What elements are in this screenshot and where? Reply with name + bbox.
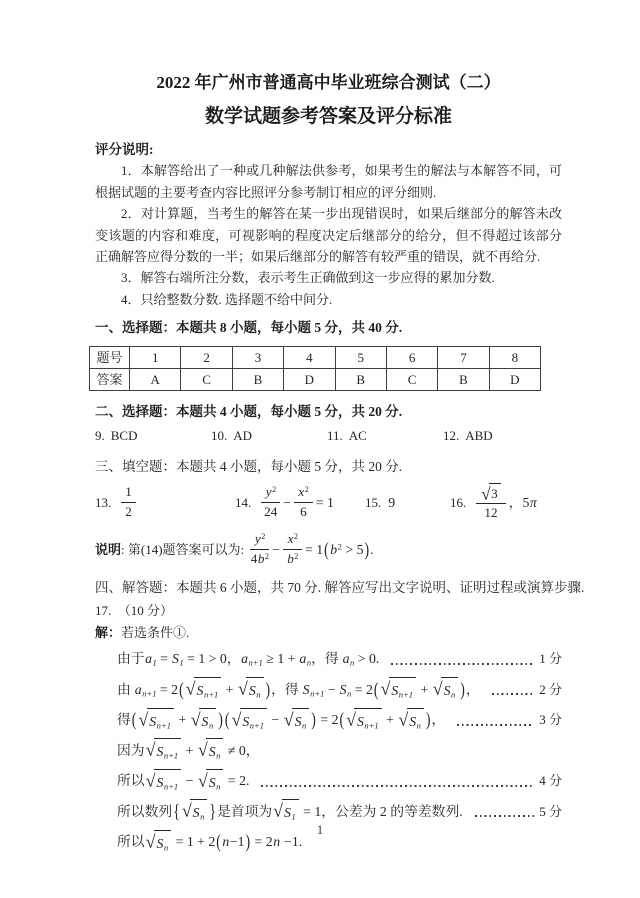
table-answer-cell: C [181,369,232,391]
fill-item-14 [235,484,365,520]
table-number-cell: 1 [130,346,181,368]
fill-math: 9 [388,494,396,510]
dots-leader [391,663,534,665]
dots-leader [261,785,534,787]
score-leader [480,679,562,700]
answer-letters: AD [233,427,253,443]
table-number-cell: 6 [386,346,437,368]
solution-line [95,644,562,675]
solution-math: 由 $a_{n+1}$ = 2 ( √ $S_{n+1}$ + √ $S_n$ ) ，得 $S_{n+1}$ − $S_n$ = 2 ( √ $S_{n+1}$ + √ $S_n$ ) ， [117,678,480,700]
fill-item-16 [450,483,537,522]
table-row-numbers [90,346,541,368]
dots-leader [492,693,535,695]
dots-leader [457,724,534,726]
answer-number: 11. [327,427,343,443]
multi-answers-row [95,425,562,447]
scoring-note-3: 3．解答右端所注分数，表示考生正确做到这一步应得的累加分数. [121,270,495,286]
fill-item-15 [365,492,450,513]
table-answer-cell: D [489,369,540,391]
page-subtitle: 数学试题参考答案及评分标准 [204,106,452,127]
solution-line [95,735,562,766]
page-number: 1 [316,822,324,837]
answer-item-12 [443,425,559,447]
scoring-note-4: 4．只给整数分数. 选择题不给中间分. [121,291,333,307]
score-label: 5 分 [539,803,562,819]
page-title: 2022 年广州市普通高中毕业班综合测试（二） [156,73,501,92]
note-math: $y^2$ 4 $b^2$ − $\frac{x^2}{b^2}$ = 1 ( $b^2$ > 5 ) . [250,531,374,566]
answer-table [89,346,541,392]
table-answer-cell: D [284,369,335,391]
section-choice-heading: 一、选择题：本题共 8 小题，每小题 5 分，共 40 分. [95,320,403,336]
scoring-note-2: 2．对计算题，当考生的解答在某一步出现错误时，如果后继部分的解答未改变该题的内容和难度，可视影响的程度决定后继部分的给分，但不得超过该部分正确解答应得分数的一半；如果后继部分的解答有较严重的错误，就不再给分. [95,206,562,265]
score-label: 4 分 [539,773,562,789]
fill-number: 15. [365,494,382,510]
section-multi-heading: 二、选择题：本题共 4 小题，每小题 5 分，共 20 分. [95,404,403,420]
score-leader [379,648,562,669]
score-leader [249,770,562,791]
answer-letters: AC [348,427,367,443]
answer-letters: BCD [110,427,138,443]
solution-line [95,705,562,736]
score-label: 3 分 [539,712,562,728]
table-row-label: 答案 [90,369,130,391]
solution-math: 所以数列 { √ $S_n$ } 是首项为 √ $S_1$ = 1，公差为 2 的等差数列. [117,800,463,822]
table-number-cell: 2 [181,346,232,368]
table-answer-cell: B [232,369,283,391]
fill-number: 14. [235,494,252,510]
fill-math: √ 3 12 ，5 π [473,483,537,522]
table-number-cell: 3 [232,346,283,368]
table-row-answers [90,369,541,391]
table-number-cell: 8 [489,346,540,368]
solution-line [95,674,562,705]
solution-math: 得 ( √ $S_{n+1}$ + √ $S_n$ ) ( √ $S_{n+1}$ − √ $S_n$ ) = 2 ( √ $S_{n+1}$ + √ $S_n$ ) ， [117,708,446,731]
solution-line [95,766,562,797]
fill-answers-row [95,479,562,525]
note-question-14 [95,528,562,570]
answer-letters: ABD [465,427,493,443]
table-answer-cell: B [438,369,489,391]
score-label: 2 分 [539,681,562,697]
answer-item-11 [327,425,443,447]
answer-item-9 [95,425,211,447]
score-label: 1 分 [539,651,562,667]
solution-math: 所以 √ $S_n$ = 1 + 2 ( n −1 ) = 2 n −1. [117,830,303,853]
section-fill-heading: 三、填空题：本题共 4 小题，每小题 5 分，共 20 分. [95,458,403,474]
table-number-cell: 7 [438,346,489,368]
table-answer-cell: A [130,369,181,391]
answer-number: 12. [443,427,460,443]
solution-math: 因为 √ $S_{n+1}$ + √ $S_n$ ≠ 0， [117,739,260,761]
score-leader [445,709,562,730]
fill-math: $\frac{y^2}{24}$ − $\frac{x^2}{6}$ = 1 [258,484,334,520]
table-row-label: 题号 [90,346,130,368]
note-text: : 第(14)题答案可以为: [121,541,248,557]
table-number-cell: 4 [284,346,335,368]
fill-math: $\frac{1}{2}$ [118,484,139,520]
scoring-notes-heading: 评分说明: [95,142,154,157]
question-17-label: 17. （10 分） [95,602,174,618]
answer-item-10 [211,425,327,447]
table-answer-cell: B [335,369,386,391]
fill-number: 16. [450,494,467,510]
answer-number: 10. [211,427,228,443]
solution-intro: 若选条件①. [121,625,190,641]
solve-label: 解： [95,625,122,641]
table-number-cell: 5 [335,346,386,368]
section-solution-heading: 四、解答题：本题共 6 小题，共 70 分. 解答应写出文字说明、证明过程或演算步骤. [95,580,585,596]
table-answer-cell: C [386,369,437,391]
fill-item-13 [95,484,235,520]
answer-number: 9. [95,427,105,443]
solution-start-line [95,622,562,643]
dots-leader [475,815,535,817]
solution-math: 由于 $a_1$ = $S_1$ = 1 > 0， $a_{n+1}$ ≥ 1 + $a_n$ ，得 $a_n$ > 0. [117,651,380,668]
fill-number: 13. [95,494,112,510]
solution-math: 所以 √ $S_{n+1}$ − √ $S_n$ = 2. [117,770,250,792]
scoring-note-1: 1．本解答给出了一种或几种解法供参考，如果考生的解法与本解答不同，可根据试题的主要考查内容比照评分参考制订相应的评分细则. [95,163,562,200]
note-label: 说明 [95,541,122,557]
